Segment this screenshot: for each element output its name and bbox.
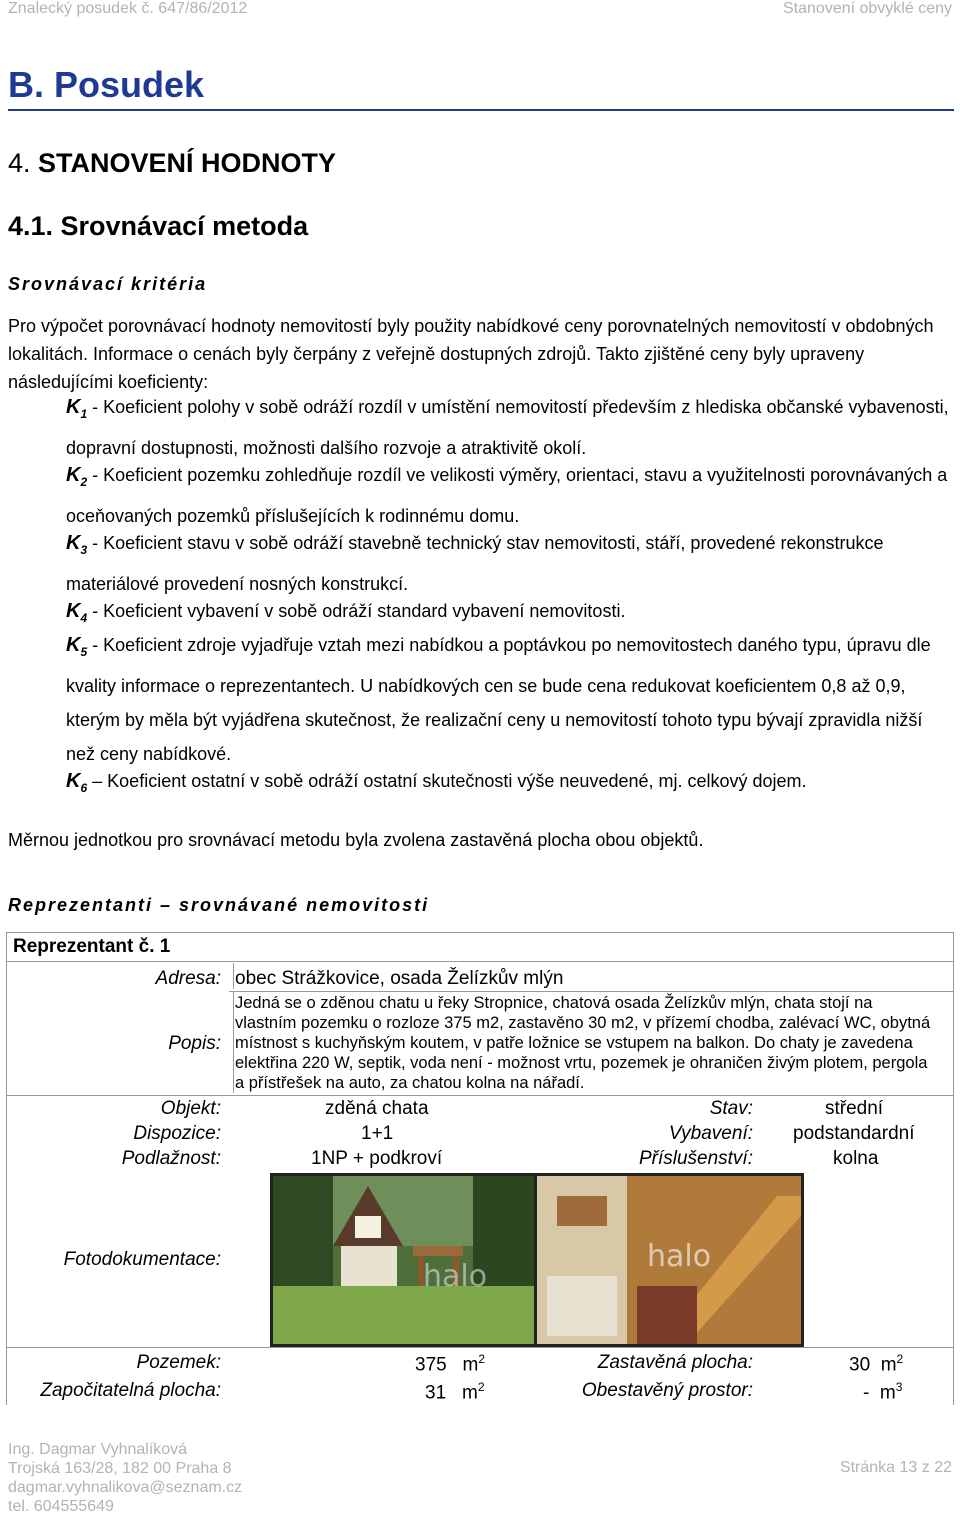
value-stav: střední (825, 1098, 884, 1119)
coefficient-k6 (66, 764, 952, 805)
page-number: Stránka 13 z 22 (839, 1459, 952, 1476)
label-pozemek: Pozemek: (136, 1352, 221, 1373)
row-rule (7, 1095, 953, 1096)
label-foto: Fotodokumentace: (63, 1249, 221, 1270)
column-divider (233, 991, 234, 1093)
footer-name: Ing. Dagmar Vyhnalíková (8, 1441, 188, 1458)
coefficient-k5 (66, 628, 952, 771)
coef-text: - Koeficient stavu v sobě odráží stavebně technický stav nemovitosti, stáří, provedené rekonstrukce materiálové provedení nosných konstrukcí. (66, 533, 884, 594)
intro-paragraph: Pro výpočet porovnávací hodnoty nemovitostí byly použity nabídkové ceny porovnatelných nemovitostí v obdobných lokalitách. Informace o cenách byly čerpány z veřejně dostupných zdrojů. Takto zjištěné ceny byly upraveny následujícími koeficienty: (8, 316, 934, 392)
value-objekt: zděná chata (325, 1098, 429, 1119)
coef-text: - Koeficient polohy v sobě odráží rozdíl v umístění nemovitostí především z hlediska občanské vybavenosti, dopravní dostupnosti, možnosti dalšího rozvoje a atraktivitě okolí. (66, 397, 949, 458)
label-prislusenstvi: Příslušenství: (638, 1148, 753, 1169)
label-popis: Popis: (168, 1033, 221, 1054)
coef-symbol: $K_1$ (66, 396, 88, 421)
criteria-heading: Srovnávací kritéria (8, 274, 208, 294)
label-adresa: Adresa: (155, 968, 221, 989)
unit-note: Měrnou jednotkou pro srovnávací metodu byla zvolena zastavěná plocha obou objektů. (8, 830, 704, 850)
row-rule (7, 1347, 953, 1348)
footer-address: Trojská 163/28, 182 00 Praha 8 (8, 1460, 232, 1477)
photo-exterior (270, 1173, 540, 1347)
label-stav: Stav: (709, 1098, 753, 1119)
label-zapocitatelna: Započitatelná plocha: (40, 1380, 221, 1401)
coefficient-k3 (66, 526, 952, 601)
coefficient-k1 (66, 390, 952, 465)
value-prislusenstvi: kolna (833, 1148, 879, 1169)
page-header (8, 0, 952, 16)
label-obestaveny: Obestavěný prostor: (581, 1380, 753, 1401)
photo-interior (534, 1173, 804, 1347)
row-rule (229, 991, 953, 992)
chapter-title: STANOVENÍ HODNOTY (38, 148, 337, 178)
coefficient-k2 (66, 458, 952, 533)
label-podlaznost: Podlažnost: (121, 1148, 221, 1169)
footer-email[interactable]: dagmar.vyhnalikova@seznam.cz (8, 1479, 243, 1496)
subchapter-heading: 4.1. Srovnávací metoda (8, 211, 309, 241)
footer-phone: tel. 604555649 (8, 1498, 114, 1515)
header-section: Stanovení obvyklé ceny (783, 0, 952, 17)
chapter-heading (8, 148, 336, 179)
svg-text:halo: halo (423, 1259, 488, 1294)
coef-text: - Koeficient pozemku zohledňuje rozdíl ve velikosti výměry, orientaci, stavu a využitelnosti porovnávaných a oceňovaných pozemků příslušejících k rodinnému domu. (66, 465, 948, 526)
value-podlaznost: 1NP + podkroví (311, 1148, 443, 1169)
value-adresa: obec Strážkovice, osada Želízkův mlýn (235, 968, 564, 989)
value-vybaveni: podstandardní (793, 1123, 915, 1144)
column-divider (233, 963, 234, 989)
header-doc-number: Znalecký posudek č. 647/86/2012 (8, 0, 248, 17)
coef-text: - Koeficient vybavení v sobě odráží standard vybavení nemovitosti. (92, 601, 626, 621)
label-objekt: Objekt: (160, 1098, 221, 1119)
photo-exterior-image (273, 1176, 537, 1344)
coef-symbol: $K_2$ (66, 464, 88, 489)
coef-symbol: $K_4$ (66, 600, 88, 625)
photo-interior-image (537, 1176, 801, 1344)
label-dispozice: Dispozice: (133, 1123, 221, 1144)
value-popis: Jedná se o zděnou chatu u řeky Stropnice, chatová osada Želízkův mlýn, chata stojí na vlastním pozemku o rozloze 375 m2, zastavěno 30 m2, v přízemí chodba, zalévací WC, obytná místnost s kuchyňským koutem, v patře ložnice se vstupem na balkon. Do chaty je zavedena elektřina 220 W, septik, voda není - možnost vrtu, pozemek je ohraničen živým plotem, pergola a přístřešek na auto, za chatou kolna na nářadí. (235, 994, 931, 1092)
coef-text: - Koeficient zdroje vyjadřuje vztah mezi nabídkou a poptávkou po nemovitostech daného typu, úpravu dle kvality informace o reprezentantech. U nabídkových cen se bude cena redukovat koeficientem 0,8 až 0,9, kterým by měla být vyjádřena skutečnost, že realizační ceny u nemovitostí tohoto typu bývají zpravidla nižší než ceny nabídkové. (66, 635, 931, 764)
coef-text: – Koeficient ostatní v sobě odráží ostatní skutečnosti výše neuvedené, mj. celkový dojem. (92, 771, 807, 791)
value-dispozice: 1+1 (361, 1123, 394, 1144)
value-zastavena: 30 $m^2$ (849, 1352, 904, 1376)
coef-symbol: $K_5$ (66, 634, 88, 659)
page-footer (8, 1440, 952, 1516)
title-rule (8, 109, 954, 111)
section-title: B. Posudek (8, 64, 205, 105)
chapter-number: 4. (8, 148, 31, 178)
representative-card (6, 932, 954, 1405)
value-pozemek: 375 $m^2$ (415, 1352, 486, 1376)
coef-symbol: $K_6$ (66, 770, 88, 795)
label-vybaveni: Vybavení: (668, 1123, 753, 1144)
representatives-heading: Reprezentanti – srovnávané nemovitosti (8, 895, 430, 915)
value-zapocitatelna: 31 $m^2$ (425, 1380, 485, 1404)
coef-symbol: $K_3$ (66, 532, 88, 557)
svg-text:halo: halo (647, 1239, 712, 1274)
representative-title: Reprezentant č. 1 (7, 933, 953, 962)
value-obestaveny: - $m^3$ (863, 1380, 903, 1404)
label-zastavena: Zastavěná plocha: (597, 1352, 753, 1373)
